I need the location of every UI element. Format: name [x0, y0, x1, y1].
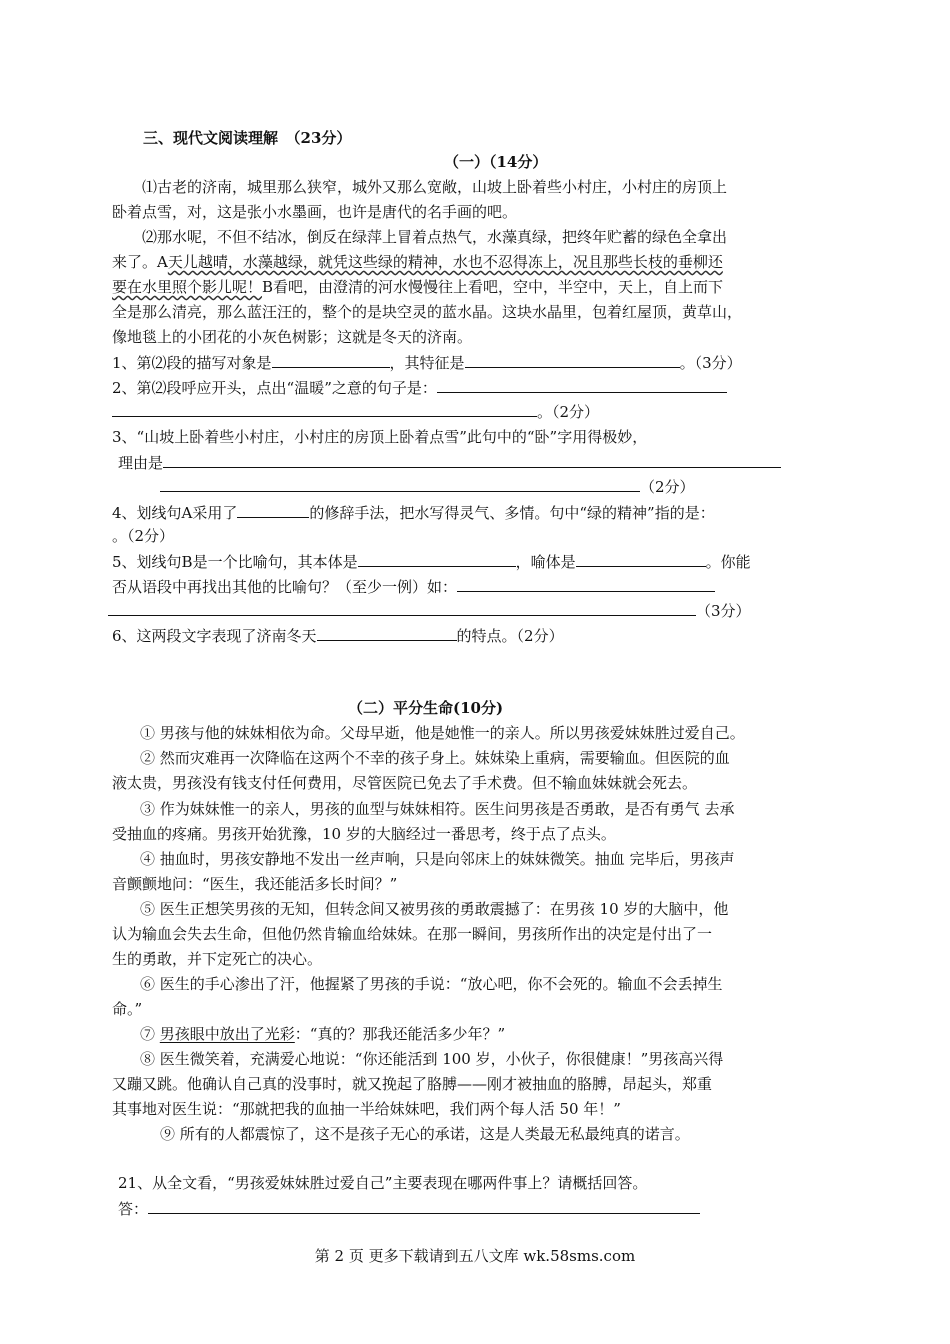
- q4-score: 。（2分）: [112, 527, 175, 545]
- q5-blank-tenor[interactable]: [358, 550, 516, 567]
- question-2: [112, 376, 727, 399]
- part2-p8-line3: 其事地对医生说：“那就把我的血抽一半给妹妹吧，我们两个每人活 50 年！”: [112, 1100, 621, 1118]
- page-footer: 第 2 页 更多下载请到五八文库 wk.58sms.com: [314, 1247, 636, 1265]
- q21-answer-label: 答：: [118, 1200, 149, 1218]
- q1-text-b: ，其特征是: [389, 354, 465, 372]
- p7-dialogue: ：“真的？那我还能活多少年？”: [294, 1025, 506, 1043]
- part2-p2-line1: ② 然而灾难再一次降临在这两个不幸的孩子身上。妹妹染上重病，需要输血。但医院的血: [140, 749, 730, 767]
- sentence-a-part1: 天儿越晴，水藻越绿，就凭这些绿的精神，水也不忍得冻上，况且那些长枝的垂柳还: [167, 253, 723, 271]
- part2-p3-line1: ③ 作为妹妹惟一的亲人，男孩的血型与妹妹相符。医生问男孩是否勇敢，是否有勇气 去承: [140, 800, 735, 818]
- part2-p2-line2: 液太贵，男孩没有钱支付任何费用，尽管医院已免去了手术费。但不输血妹妹就会死去。: [112, 774, 698, 792]
- p2-line3-tail: B看吧，由澄清的河水慢慢往上看吧，空中，半空中，天上，自上而下: [262, 278, 724, 296]
- q5-blank-example2[interactable]: [108, 599, 696, 616]
- question-3-cont: [160, 475, 695, 498]
- part2-p5-line1: ⑤ 医生正想笑男孩的无知，但转念间又被男孩的勇敢震撼了：在男孩 10 岁的大脑中，他: [140, 900, 729, 918]
- q6-text-b: 的特点。（2分）: [456, 627, 564, 645]
- q2-text-a: 2、第⑵段呼应开头，点出“温暖”之意的句子是：: [112, 379, 437, 397]
- section-title: 三、现代文阅读理解 （23分）: [143, 129, 352, 147]
- p7-underlined-phrase: 男孩眼中放出了光彩: [159, 1025, 295, 1043]
- question-3: 3、“山坡上卧着些小村庄，小村庄的房顶上卧着点雪”此句中的“卧”字用得极妙，: [112, 428, 648, 446]
- part2-p7: [140, 1023, 505, 1045]
- q5-blank-example1[interactable]: [457, 575, 715, 592]
- q21-answer-blank[interactable]: [148, 1197, 700, 1214]
- q2-blank-line2[interactable]: [112, 400, 537, 417]
- part2-p5-line3: 生的勇敢，并下定死亡的决心。: [112, 950, 323, 968]
- q1-text-a: 1、第⑵段的描写对象是: [112, 354, 272, 372]
- q5-text-d: 否从语段中再找出其他的比喻句？（至少一例）如：: [112, 578, 458, 596]
- question-5-cont: [112, 575, 715, 598]
- p1-line2: 卧着点雪，对，这是张小水墨画，也许是唐代的名手画的吧。: [112, 203, 518, 221]
- part2-p6-line2: 命。”: [112, 1000, 143, 1018]
- question-6: [112, 624, 564, 647]
- part2-p6-line1: ⑥ 医生的手心渗出了汗，他握紧了男孩的手说：“放心吧，你不会死的。输血不会丢掉生: [140, 975, 723, 993]
- q3-blank-line2[interactable]: [160, 475, 640, 492]
- q1-blank-object[interactable]: [272, 351, 390, 368]
- question-5-cont2: [108, 599, 751, 622]
- p2-line2: [112, 251, 723, 273]
- part2-p4-line1: ④ 抽血时，男孩安静地不发出一丝声响，只是向邻床上的妹妹微笑。抽血 完毕后，男孩声: [140, 850, 735, 868]
- q3-text-score: （2分）: [640, 478, 695, 496]
- p2-line1: ⑵那水呢，不但不结冰，倒反在绿萍上冒着点热气，水藻真绿，把终年贮蓄的绿色全拿出: [142, 228, 728, 246]
- question-1: [112, 351, 742, 374]
- part2-p4-line2: 音颤颤地问：“医生，我还能活多长时间？”: [112, 875, 398, 893]
- q5-text-c: 。你能: [705, 553, 751, 571]
- q2-text-b: 。（2分）: [537, 403, 600, 421]
- part2-p5-line2: 认为输血会失去生命，但他仍然肯输血给妹妹。在那一瞬间，男孩所作出的决定是付出了一: [112, 925, 713, 943]
- q6-text-a: 6、这两段文字表现了济南冬天: [112, 627, 317, 645]
- p1-line1: ⑴古老的济南，城里那么狭窄，城外又那么宽敞，山坡上卧着些小村庄，小村庄的房顶上: [142, 178, 728, 196]
- question-21-answer: [118, 1197, 700, 1220]
- question-21: 21、从全文看，“男孩爱妹妹胜过爱自己”主要表现在哪两件事上？请概括回答。: [118, 1174, 648, 1192]
- q6-blank-feature[interactable]: [317, 624, 457, 641]
- q4-text-a: 4、划线句A采用了: [112, 504, 238, 522]
- q3-blank-line1[interactable]: [163, 451, 781, 468]
- part2-title: （二）平分生命(10分): [348, 699, 504, 717]
- part2-p8-line2: 又蹦又跳。他确认自己真的没事时，就又挽起了胳膊——刚才被抽血的胳膊，昂起头，郑重: [112, 1075, 713, 1093]
- q3-text-reason: 理由是: [118, 454, 164, 472]
- q5-text-score: （3分）: [696, 602, 751, 620]
- p7-number: ⑦: [140, 1025, 160, 1043]
- q1-text-c: 。（3分）: [679, 354, 742, 372]
- part2-p1: ① 男孩与他的妹妹相依为命。父母早逝，他是她惟一的亲人。所以男孩爱妹妹胜过爱自己。: [140, 724, 745, 742]
- q4-text-b: 的修辞手法，把水写得灵气、多情。句中“绿的精神”指的是：: [309, 504, 715, 522]
- q4-blank-rhetoric[interactable]: [237, 501, 309, 518]
- part1-title: （一）（14分）: [444, 153, 548, 171]
- p2-line2-lead: 来了。A: [112, 253, 168, 271]
- part2-p8-line1: ⑧ 医生微笑着，充满爱心地说：“你还能活到 100 岁，小伙子，你很健康！”男孩高兴得: [140, 1050, 724, 1068]
- p2-line4: 全是那么清亮，那么蓝汪汪的，整个的是块空灵的蓝水晶。这块水晶里，包着红屋顶，黄草山，: [112, 303, 743, 321]
- q5-text-b: ，喻体是: [515, 553, 576, 571]
- question-5: [112, 550, 751, 573]
- q2-blank-line1[interactable]: [437, 376, 727, 393]
- question-2-cont: [112, 400, 599, 423]
- part2-p9: ⑨ 所有的人都震惊了，这不是孩子无心的承诺，这是人类最无私最纯真的诺言。: [160, 1125, 690, 1143]
- q5-blank-vehicle[interactable]: [576, 550, 706, 567]
- question-4: [112, 501, 715, 524]
- question-3-reason: [118, 451, 781, 474]
- part2-p3-line2: 受抽血的疼痛。男孩开始犹豫，10 岁的大脑经过一番思考，终于点了点头。: [112, 825, 616, 843]
- q5-text-a: 5、划线句B是一个比喻句，其本体是: [112, 553, 358, 571]
- q1-blank-feature[interactable]: [465, 351, 680, 368]
- sentence-a-part2: 要在水里照个影儿呢！: [112, 278, 263, 296]
- p2-line3: [112, 276, 723, 298]
- p2-line5: 像地毯上的小团花的小灰色树影；这就是冬天的济南。: [112, 328, 473, 346]
